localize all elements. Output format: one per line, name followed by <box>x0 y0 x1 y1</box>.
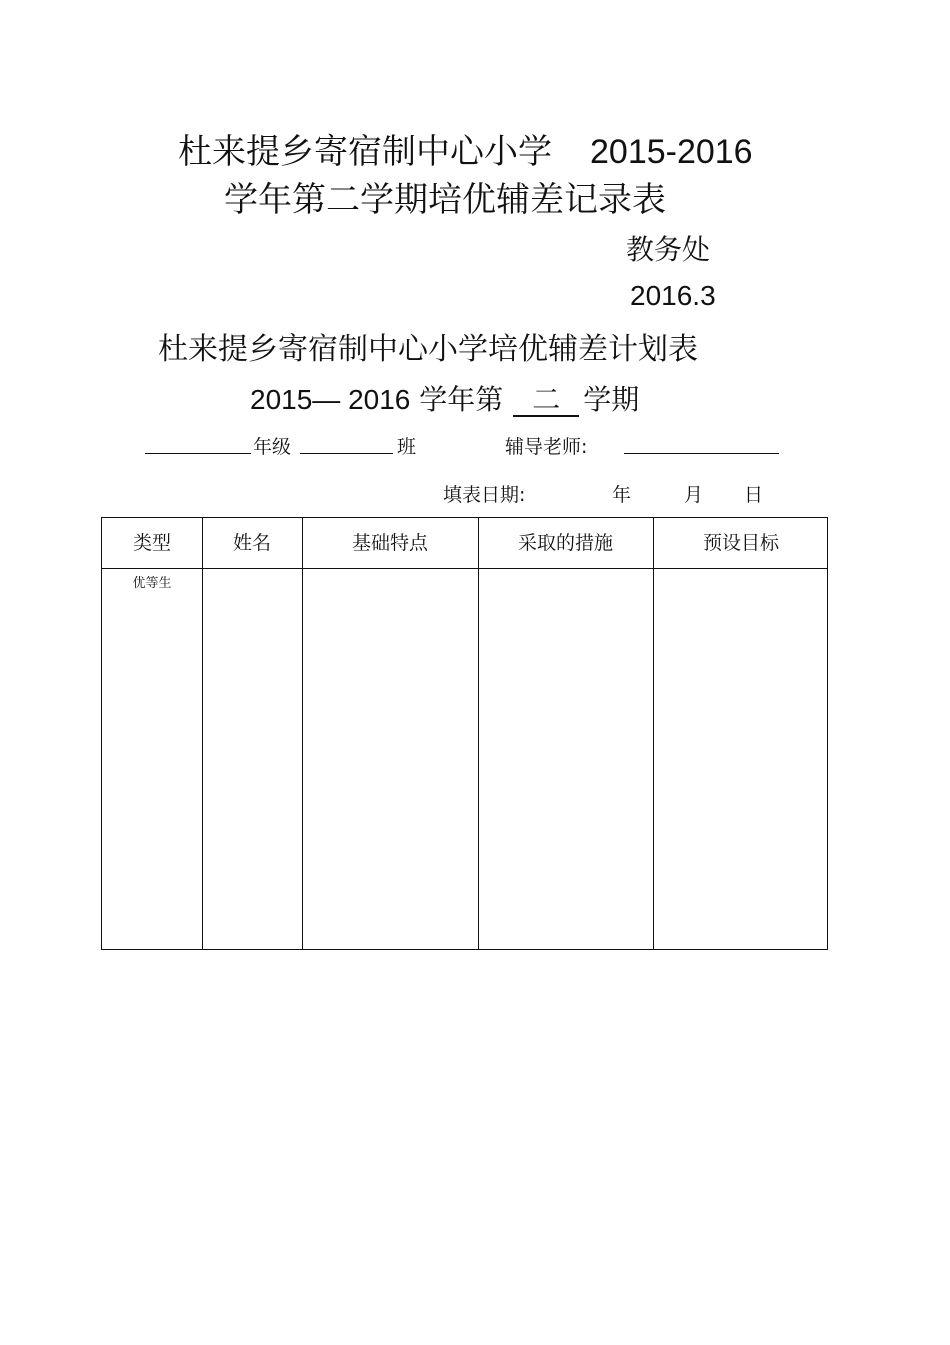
day-label: 日 <box>744 484 764 506</box>
grade-blank[interactable] <box>145 453 251 454</box>
document-title-line1 <box>178 124 753 173</box>
col-header-type: 类型 <box>132 532 171 554</box>
issue-date: 2016.3 <box>630 280 716 311</box>
teacher-label: 辅导老师: <box>505 436 588 458</box>
col-header-basis: 基础特点 <box>351 532 428 554</box>
class-blank[interactable] <box>300 453 393 454</box>
term-years: 2015— 2016 <box>250 384 411 415</box>
term-value[interactable]: 二 <box>513 385 579 417</box>
col-header-name: 姓名 <box>232 532 271 554</box>
col-divider <box>302 518 303 949</box>
term-mid: 学年第 <box>419 383 504 416</box>
term-end: 学期 <box>583 383 640 416</box>
department: 教务处 <box>626 233 711 266</box>
document-title-line2: 学年第二学期培优辅差记录表 <box>224 180 666 220</box>
year-label: 年 <box>612 484 632 506</box>
plan-title: 杜来提乡寄宿制中心小学培优辅差计划表 <box>158 332 698 367</box>
row-type-label: 优等生 <box>132 576 172 591</box>
plan-table <box>101 517 828 950</box>
title-year: 2015-2016 <box>590 133 753 171</box>
grade-label: 年级 <box>253 436 292 458</box>
col-divider <box>202 518 203 949</box>
col-divider <box>653 518 654 949</box>
month-label: 月 <box>684 484 704 506</box>
col-divider <box>478 518 479 949</box>
teacher-blank[interactable] <box>624 453 779 454</box>
title-school: 杜来提乡寄宿制中心小学 <box>178 132 552 172</box>
term-line <box>250 378 639 418</box>
fill-date-label: 填表日期: <box>443 484 526 506</box>
header-divider <box>102 568 827 569</box>
col-header-goal: 预设目标 <box>702 532 779 554</box>
class-label: 班 <box>397 436 417 458</box>
col-header-measures: 采取的措施 <box>517 532 613 554</box>
